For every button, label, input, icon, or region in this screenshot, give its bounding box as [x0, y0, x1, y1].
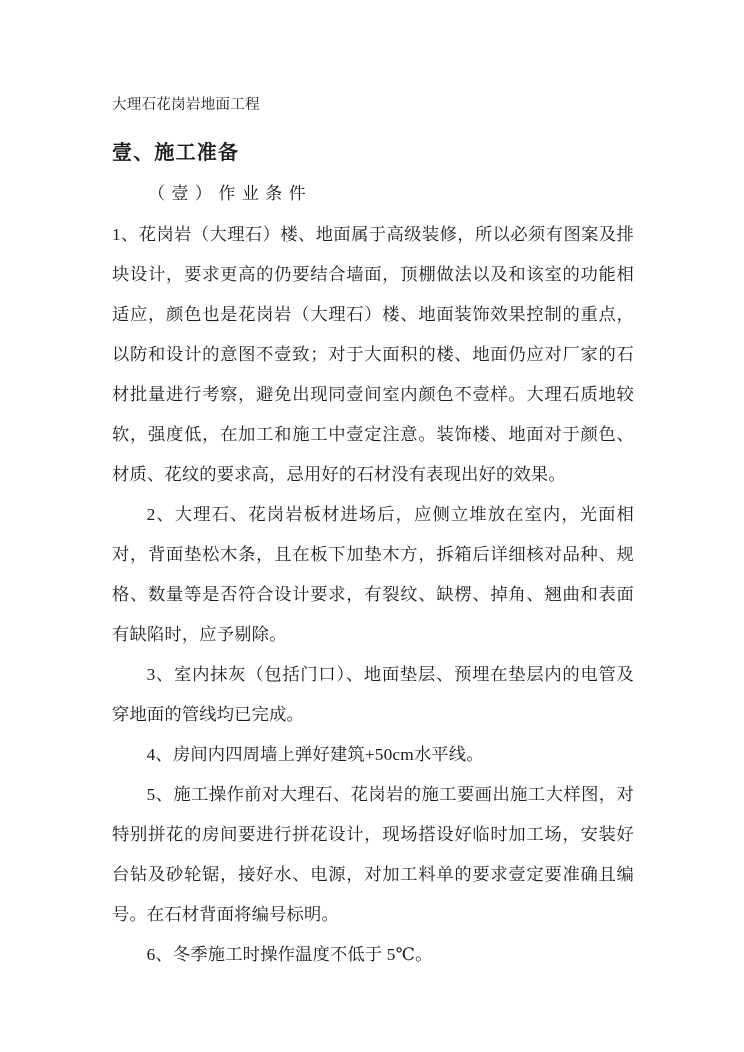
document-title: 大理石花岗岩地面工程 — [112, 97, 260, 113]
paragraph-4: 4、房间内四周墙上弹好建筑+50cm水平线。 — [146, 745, 484, 764]
paragraph-3: 3、室内抹灰（包括门口）、地面垫层、预埋在垫层内的电管及穿地面的管线均已完成。 — [112, 665, 634, 724]
paragraph-6: 6、冬季施工时操作温度不低于 5℃。 — [146, 945, 433, 964]
paragraph-2: 2、大理石、花岗岩板材进场后，应侧立堆放在室内，光面相对，背面垫松木条，且在板下加垫木方，拆箱后详细核对品种、规格、数量等是否符合设计要求，有裂纹、缺楞、掉角、翘曲和表面有缺陷时，应予剔除。 — [112, 505, 634, 644]
section-heading: 壹、施工准备 — [112, 142, 240, 164]
document-body — [112, 215, 634, 975]
subsection-heading: （壹）作业条件 — [148, 184, 313, 203]
paragraph-5: 5、施工操作前对大理石、花岗岩的施工要画出施工大样图，对特别拼花的房间要进行拼花设计，现场搭设好临时加工场，安装好台钻及砂轮锯，接好水、电源，对加工料单的要求壹定要准确且编号。在石材背面将编号标明。 — [112, 785, 634, 924]
paragraph-1: 1、花岗岩（大理石）楼、地面属于高级装修，所以必须有图案及排块设计，要求更高的仍要结合墙面，顶棚做法以及和该室的功能相适应，颜色也是花岗岩（大理石）楼、地面装饰效果控制的重点，以防和设计的意图不壹致；对于大面积的楼、地面仍应对厂家的石材批量进行考察，避免出现同壹间室内颜色不壹样。大理石质地较软，强度低，在加工和施工中壹定注意。装饰楼、地面对于颜色、材质、花纹的要求高，忌用好的石材没有表现出好的效果。 — [112, 225, 634, 484]
